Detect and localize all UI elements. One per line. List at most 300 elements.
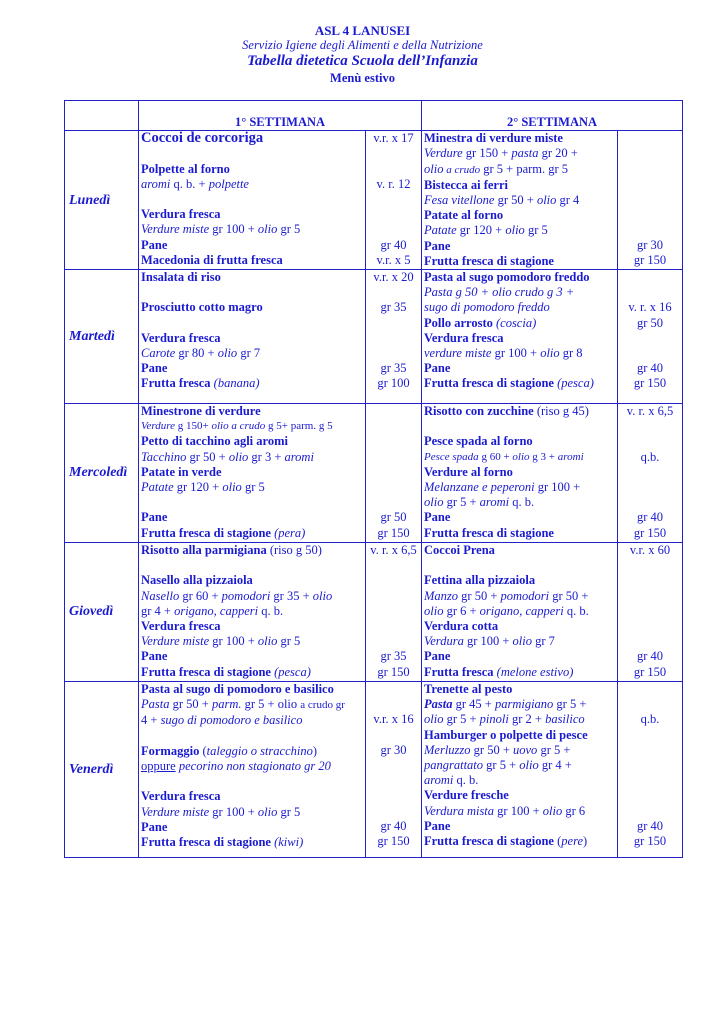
menu-text: Pesce spada (424, 450, 479, 463)
menu-text: gr 80 + (175, 346, 218, 361)
menu-line: Verdure al forno (424, 464, 513, 479)
menu-line: gr 150 (633, 252, 667, 267)
menu-line (620, 697, 680, 712)
quantity-cell-w1 (366, 543, 422, 682)
menu-line (620, 285, 680, 300)
menu-text: ) (312, 743, 318, 758)
menu-line (424, 146, 615, 161)
menu-line: Verdura fresca (141, 207, 221, 222)
menu-line (368, 434, 419, 449)
day-label: Martedì (65, 270, 139, 404)
menu-text: gr 100 + (494, 803, 543, 818)
menu-line (368, 465, 419, 480)
menu-line (424, 558, 615, 573)
menu-text: gr 100 + (209, 222, 258, 237)
menu-line (620, 728, 680, 743)
menu-line: Prosciutto cotto magro (141, 300, 263, 315)
menu-text: origano, capperi (174, 603, 259, 618)
menu-line (141, 759, 363, 774)
menu-text: (melone estivo) (493, 664, 574, 679)
menu-line: gr 150 (377, 525, 410, 540)
menu-text: taleggio o stracchino (206, 743, 313, 758)
menu-text: gr 120 + (173, 480, 223, 495)
menu-text: olio (424, 712, 444, 727)
menu-text: olio (222, 480, 242, 495)
menu-text: gr 5 (277, 222, 301, 237)
menu-line (424, 665, 615, 680)
menu-line: Minestra di verdure miste (424, 131, 563, 146)
menu-line: Pane (424, 238, 451, 253)
menu-text: pinoli (479, 712, 509, 727)
menu-line (141, 419, 363, 434)
menu-line (141, 774, 363, 789)
menu-line: Verdure fresche (424, 788, 509, 803)
menu-text: gr 5 + (537, 742, 571, 757)
menu-text: q. b. (453, 773, 479, 788)
menu-line: Pesce spada al forno (424, 434, 533, 449)
menu-text: Verdure miste (141, 804, 210, 819)
menu-text: aromi (424, 773, 454, 788)
menu-line (368, 331, 419, 346)
menu-line (368, 222, 419, 237)
menu-text: Pasta (141, 697, 170, 712)
menu-text: Merluzzo (424, 742, 471, 757)
menu-line: Coccoi de corcoriga (141, 130, 264, 147)
menu-text: (pesca) (553, 376, 594, 391)
menu-line (368, 589, 419, 604)
menu-line (368, 573, 419, 588)
service-name: Servizio Igiene degli Alimenti e della Nutrizione (242, 38, 483, 52)
menu-line: gr 50 (636, 315, 664, 330)
menu-text: Patate (141, 480, 174, 495)
menu-text: gr 20 + (538, 146, 578, 161)
menu-line: Pane (424, 818, 451, 833)
menu-line (141, 450, 363, 465)
menu-text: origano, capperi (479, 603, 564, 618)
menu-text: Frutta fresca di stagione (424, 376, 554, 391)
menu-text: q. b. (509, 495, 535, 510)
menu-line (620, 207, 680, 222)
menu-line (424, 193, 615, 208)
menu-text: (banana) (210, 376, 260, 391)
menu-text: gr 100 + (534, 480, 581, 495)
menu-line: Verdura fresca (141, 789, 221, 804)
menu-line: v.r. x 5 (376, 252, 411, 267)
menu-text: Tacchino (141, 449, 187, 464)
menu-line (620, 270, 680, 285)
menu-text: g 3 + (529, 450, 558, 463)
menu-text: uovo (513, 742, 538, 757)
menu-line: gr 150 (377, 833, 410, 848)
menu-line: v.r. x 16 (373, 712, 414, 727)
menu-text: aromi (284, 449, 314, 464)
menu-text: gr 5 + (483, 758, 520, 773)
menu-line (424, 773, 615, 788)
menu-line: Patate al forno (424, 208, 504, 223)
menu-text: olio (424, 495, 444, 510)
menu-line (424, 634, 615, 649)
menu-line: q.b. (640, 712, 660, 727)
menu-line (368, 558, 419, 573)
menu-line (424, 834, 615, 849)
menu-text: gr 100 + (209, 634, 258, 649)
menu-line (141, 713, 363, 728)
menu-text: pere (561, 834, 584, 849)
menu-text: (riso g 45) (533, 404, 589, 419)
menu-line: Verdura fresca (424, 330, 504, 345)
menu-line: v.r. x 17 (373, 131, 414, 146)
menu-line: v.r. x 20 (373, 270, 414, 285)
menu-line: gr 35 (380, 361, 407, 376)
menu-line: gr 150 (633, 833, 667, 848)
menu-line: gr 40 (380, 237, 407, 252)
menu-line: Verdura cotta (424, 619, 499, 634)
menu-line (141, 744, 363, 759)
menu-line (620, 346, 680, 361)
menu-text: gr 6 (562, 803, 586, 818)
menu-text: olio (536, 193, 557, 208)
menu-text: (kiwi) (270, 835, 304, 850)
menu-text: Fesa vitellone (424, 193, 495, 208)
menu-line (620, 573, 680, 588)
menu-line (368, 192, 419, 207)
menu-text: gr 5 (524, 223, 548, 238)
menu-cell-w1 (139, 131, 366, 270)
menu-line: Pane (141, 819, 168, 834)
menu-text: Pasta (424, 697, 453, 712)
menu-text: Frutta fresca di stagione (141, 835, 271, 850)
menu-line (620, 804, 680, 819)
menu-line: gr 30 (636, 237, 664, 252)
menu-cell-w2 (422, 543, 618, 682)
menu-line: Pane (424, 510, 451, 525)
menu-line (424, 480, 615, 495)
menu-text: Frutta fresca di stagione (141, 664, 271, 679)
menu-line (620, 434, 680, 449)
menu-text: g 60 + (478, 450, 513, 463)
menu-line: gr 40 (636, 510, 664, 525)
menu-line (620, 162, 680, 177)
menu-line (368, 419, 419, 434)
menu-text: Verdure (424, 146, 463, 161)
menu-cell-w1 (139, 543, 366, 682)
menu-text: olio (540, 346, 560, 361)
menu-text: Verdure miste (141, 222, 210, 237)
menu-line (368, 346, 419, 361)
menu-line: Verdura fresca (141, 330, 221, 345)
menu-line (424, 712, 615, 727)
menu-line: v. r. x 16 (628, 300, 672, 315)
menu-line: gr 50 (380, 510, 407, 525)
menu-line (620, 146, 680, 161)
menu-line: Pane (424, 361, 451, 376)
menu-text: Nasello (141, 588, 180, 603)
menu-line (424, 758, 615, 773)
menu-line (141, 177, 363, 192)
menu-line (424, 346, 615, 361)
table-row-thursday (65, 543, 683, 682)
menu-text: pomodori (500, 588, 550, 603)
menu-text: olio (505, 223, 525, 238)
menu-text: pecorino non stagionato gr 20 (175, 759, 331, 774)
menu-line (368, 450, 419, 465)
menu-text: (riso g 50) (266, 543, 322, 558)
menu-line: Pasta al sugo pomodoro freddo (424, 270, 590, 285)
menu-line (141, 805, 363, 820)
menu-text: gr 5 + (443, 495, 480, 510)
menu-text: (pesca) (270, 664, 311, 679)
menu-line (368, 495, 419, 510)
menu-text: (coscia) (492, 315, 537, 330)
menu-line: Fettina alla pizzaiola (424, 573, 536, 588)
quantity-cell-w2 (618, 131, 683, 270)
menu-text: gr 5 (241, 480, 265, 495)
menu-line: Insalata di riso (141, 270, 221, 285)
menu-line (141, 604, 363, 619)
quantity-cell-w2 (618, 543, 683, 682)
menu-line (141, 634, 363, 649)
menu-line (620, 634, 680, 649)
menu-text: gr 3 + (248, 449, 285, 464)
menu-text: q. b. (563, 603, 589, 618)
menu-text: gr 50 + (169, 697, 212, 712)
menu-line: sugo di pomodoro freddo (424, 300, 550, 315)
day-label: Giovedì (65, 543, 139, 682)
menu-line (620, 558, 680, 573)
menu-text: pasta (511, 146, 539, 161)
menu-line: gr 150 (633, 664, 667, 679)
menu-line (424, 495, 615, 510)
menu-text: gr 4 (556, 193, 580, 208)
menu-line (620, 192, 680, 207)
menu-line: v. r. x 6,5 (626, 404, 674, 419)
menu-text: q. b. + (170, 176, 209, 191)
menu-text: ( (553, 834, 562, 849)
menu-line (424, 376, 615, 391)
menu-line: Trenette al pesto (424, 682, 513, 697)
menu-line (620, 589, 680, 604)
quantity-cell-w2 (618, 270, 683, 404)
menu-line (368, 604, 419, 619)
menu-line (424, 589, 615, 604)
menu-line (620, 480, 680, 495)
quantity-cell-w1 (366, 131, 422, 270)
menu-text: olio (257, 804, 278, 819)
menu-text: gr 35 + (270, 588, 313, 603)
menu-line: gr 150 (633, 525, 667, 540)
menu-line (620, 495, 680, 510)
menu-line (368, 285, 419, 300)
menu-text: gr 60 + (179, 588, 222, 603)
quantity-cell-w2 (618, 682, 683, 858)
menu-line: Patate in verde (141, 464, 222, 479)
quantity-cell-w2 (618, 404, 683, 543)
menu-line (368, 316, 419, 331)
menu-line (368, 162, 419, 177)
menu-text: sugo di pomodoro e basilico (160, 713, 303, 728)
menu-line (141, 665, 363, 680)
menu-text: gr 4 + (141, 603, 175, 618)
menu-line (620, 604, 680, 619)
menu-text: ( (199, 743, 207, 758)
menu-text: g 150+ (175, 420, 212, 433)
menu-line (424, 697, 615, 712)
menu-line (368, 404, 419, 419)
day-label: Venerdì (65, 682, 139, 858)
menu-line: Frutta fresca di stagione (424, 253, 554, 268)
menu-line: v. r. 12 (376, 176, 411, 191)
menu-line (368, 804, 419, 819)
menu-line (141, 285, 363, 300)
menu-text: olio (519, 758, 539, 773)
menu-text: g 5+ parm. g 5 (265, 420, 333, 433)
menu-text: olio (424, 603, 444, 618)
menu-line: Pane (141, 237, 168, 252)
menu-line (424, 450, 615, 465)
menu-text: Verdura (424, 634, 464, 649)
menu-line (141, 192, 363, 207)
menu-text: gr 100 + (491, 346, 541, 361)
menu-line: Verdura fresca (141, 619, 221, 634)
menu-text: olio (217, 346, 238, 361)
menu-line (141, 729, 363, 744)
menu-cell-w2 (422, 131, 618, 270)
menu-text: olio a crudo (211, 420, 266, 433)
menu-text: (pera) (270, 525, 306, 540)
menu-text: aromi (141, 176, 171, 191)
menu-text: Verdure (141, 420, 176, 433)
menu-line: gr 150 (377, 664, 410, 679)
menu-text: gr 50 + (470, 742, 513, 757)
menu-line (368, 480, 419, 495)
menu-text: basilico (545, 712, 585, 727)
quantity-cell-w1 (366, 270, 422, 404)
menu-line: Nasello alla pizzaiola (141, 573, 253, 588)
menu-line: Polpette al forno (141, 161, 230, 176)
table-row-friday (65, 682, 683, 858)
menu-line (620, 788, 680, 803)
menu-line (620, 758, 680, 773)
menu-line: Petto di tacchino agli aromi (141, 434, 288, 449)
menu-text: olio (424, 161, 444, 176)
menu-text: Verdura mista (424, 803, 495, 818)
menu-line (620, 131, 680, 146)
menu-text: gr 45 + (452, 697, 495, 712)
menu-line (368, 619, 419, 634)
menu-line: Pane (141, 361, 168, 376)
menu-text: oppure (141, 759, 176, 774)
day-label: Lunedì (65, 131, 139, 270)
menu-line (620, 743, 680, 758)
menu-line (368, 758, 419, 773)
menu-line (620, 682, 680, 697)
menu-text: olio (542, 803, 563, 818)
menu-line (141, 146, 363, 161)
menu-line (620, 419, 680, 434)
menu-cell-w2 (422, 404, 618, 543)
menu-line (141, 526, 363, 541)
menu-text: ) (583, 834, 588, 849)
menu-line (368, 682, 419, 697)
menu-text: 4 + (141, 713, 161, 728)
menu-line (141, 558, 363, 573)
menu-line: Minestrone di verdure (141, 404, 261, 419)
menu-text: verdure miste (424, 346, 492, 361)
menu-line (141, 346, 363, 361)
menu-cell-w1 (139, 682, 366, 858)
menu-text: gr 50 + (458, 588, 501, 603)
menu-text: a crudo (443, 163, 481, 176)
menu-line (620, 331, 680, 346)
menu-text: q. b. (258, 603, 284, 618)
menu-line: Pane (141, 510, 168, 525)
menu-text: Carote (141, 346, 176, 361)
table-row-monday (65, 131, 683, 270)
menu-text: parmigiano (494, 697, 554, 712)
menu-cell-w2 (422, 270, 618, 404)
menu-text: Pollo arrosto (424, 315, 493, 330)
menu-text: olio (512, 634, 532, 649)
menu-line: gr 40 (380, 818, 407, 833)
menu-text: gr 6 + (443, 603, 480, 618)
quantity-cell-w1 (366, 682, 422, 858)
week-2-header: 2° SETTIMANA (422, 114, 683, 131)
menu-line (424, 743, 615, 758)
menu-text: Verdure miste (141, 634, 210, 649)
menu-cell-w1 (139, 404, 366, 543)
menu-text: pomodori (221, 588, 271, 603)
menu-line (141, 835, 363, 850)
table-row-wednesday (65, 404, 683, 543)
menu-text: gr 50 + (494, 193, 537, 208)
menu-text: Frutta fresca di stagione (141, 525, 271, 540)
menu-line (424, 419, 615, 434)
menu-line: Pane (424, 649, 451, 664)
menu-text: olio (312, 588, 333, 603)
menu-text: Frutta fresca (141, 376, 211, 391)
menu-line (141, 376, 363, 391)
menu-line (141, 222, 363, 237)
menu-text: gr 5 + olio (241, 697, 301, 712)
menu-text: olio (257, 634, 278, 649)
menu-text: gr 4 + (538, 758, 572, 773)
menu-line (368, 773, 419, 788)
menu-text: gr 7 (532, 634, 555, 649)
menu-line: Coccoi Prena (424, 543, 495, 558)
menu-text: Melanzane e peperoni (424, 480, 535, 495)
menu-line: gr 150 (633, 376, 667, 391)
menu-line (424, 223, 615, 238)
menu-text: Risotto alla parmigiana (141, 543, 267, 558)
menu-line: Macedonia di frutta fresca (141, 252, 283, 267)
menu-text: gr 8 (559, 346, 583, 361)
menu-line: gr 35 (380, 649, 407, 664)
menu-text: polpette (208, 176, 249, 191)
menu-line (620, 619, 680, 634)
quantity-cell-w1 (366, 404, 422, 543)
menu-line (368, 146, 419, 161)
menu-text: Manzo (424, 588, 459, 603)
menu-line (368, 207, 419, 222)
menu-cell-w1 (139, 270, 366, 404)
menu-line: gr 35 (380, 300, 407, 315)
menu-text: aromi (557, 450, 584, 463)
menu-line: gr 40 (636, 649, 664, 664)
menu-line: v.r. x 60 (629, 543, 671, 558)
menu-text: aromi (479, 495, 510, 510)
menu-text: gr 7 (237, 346, 261, 361)
menu-line (424, 316, 615, 331)
